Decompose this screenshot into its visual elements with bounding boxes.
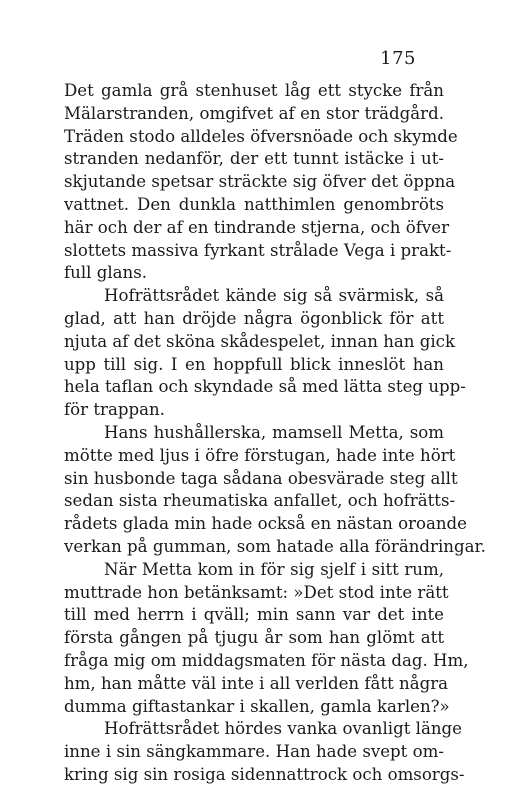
text-line: Hofrättsrådet hördes vanka ovanligt länge bbox=[104, 719, 462, 739]
text-line: sin husbonde taga sådana obesvärade steg allt bbox=[64, 468, 458, 488]
text-line: När Metta kom in för sig sjelf i sitt rum, bbox=[104, 559, 444, 579]
text-line: till med herrn i qväll; min sann var det inte bbox=[64, 605, 444, 625]
text-line: hm, han måtte väl inte i all verlden fått några bbox=[64, 673, 449, 693]
text-line: skjutande spetsar sträckte sig öfver det öppna bbox=[64, 172, 456, 192]
text-line: full glans. bbox=[64, 263, 148, 283]
text-line: muttrade hon betänksamt: »Det stod inte rätt bbox=[64, 582, 449, 602]
body-text bbox=[64, 80, 486, 787]
text-line: mötte med ljus i öfre förstugan, hade inte hört bbox=[64, 445, 456, 465]
text-line: Mälarstranden, omgifvet af en stor trädgård. bbox=[64, 103, 444, 123]
text-line: för trappan. bbox=[64, 400, 165, 420]
text-line: här och der af en tindrande stjerna, och öfver bbox=[64, 217, 450, 237]
text-line: verkan på gumman, som hatade alla förändringar. bbox=[64, 536, 486, 556]
text-line: första gången på tjugu år som han glömt att bbox=[64, 628, 444, 648]
text-line: stranden nedanför, der ett tunnt istäcke i ut- bbox=[64, 149, 444, 169]
text-line: Hofrättsrådet kände sig så svärmisk, så bbox=[104, 286, 444, 306]
text-line: dumma giftastankar i skallen, gamla karlen?» bbox=[64, 696, 450, 716]
page-number: 175 bbox=[380, 48, 416, 69]
text-line: upp till sig. I en hoppfull blick inneslöt han bbox=[64, 354, 444, 374]
text-line: vattnet. Den dunkla natthimlen genombröts bbox=[64, 194, 444, 214]
text-line: fråga mig om middagsmaten för nästa dag. Hm, bbox=[64, 650, 469, 670]
text-line: rådets glada min hade också en nästan oroande bbox=[64, 514, 467, 534]
text-line: Hans hushållerska, mamsell Metta, som bbox=[104, 422, 444, 442]
text-line: kring sig sin rosiga sidennattrock och omsorgs- bbox=[64, 764, 465, 784]
text-line: Träden stodo alldeles öfversnöade och skymde bbox=[64, 126, 458, 146]
text-line: glad, att han dröjde några ögonblick för att bbox=[64, 308, 444, 328]
text-line: Det gamla grå stenhuset låg ett stycke från bbox=[64, 81, 444, 100]
text-line: inne i sin sängkammare. Han hade svept om- bbox=[64, 742, 444, 762]
text-line: hela taflan och skyndade så med lätta steg upp- bbox=[64, 377, 466, 397]
text-line: sedan sista rheumatiska anfallet, och hofrätts- bbox=[64, 491, 456, 511]
text-line: njuta af det sköna skådespelet, innan han gick bbox=[64, 331, 456, 351]
text-line: slottets massiva fyrkant strålade Vega i prakt- bbox=[64, 240, 452, 260]
